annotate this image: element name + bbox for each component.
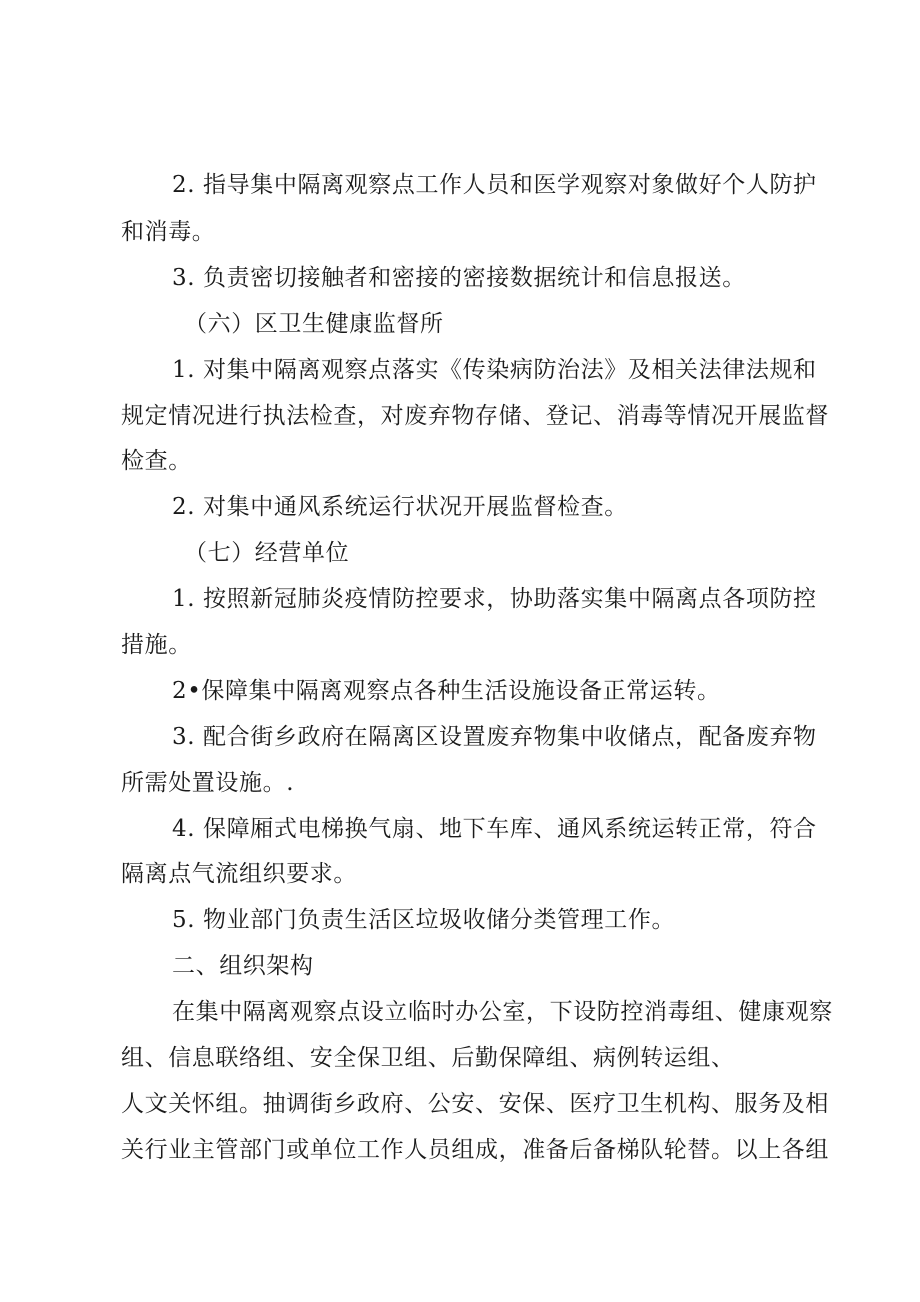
para-7-4-line-2: 隔离点气流组织要求。 [121,861,357,887]
section-heading-6: （六）区卫生健康监督所 [184,311,444,337]
para-7-2-line-1: 2•保障集中隔离观察点各种生活设施设备正常运转。 [172,678,721,704]
section-heading-7: （七）经营单位 [184,540,350,566]
section-heading-2: 二、组织架构 [172,953,314,979]
para-6-1-line-2: 规定情况进行执法检查，对废弃物存储、登记、消毒等情况开展监督 [121,403,829,429]
para-org-line-3: 人文关怀组。抽调街乡政府、公安、安保、医疗卫生机构、服务及相 [121,1091,829,1117]
para-6-2-line-1: 2. 对集中通风系统运行状况开展监督检查。 [172,494,628,520]
para-2-line-1: 2. 指导集中隔离观察点工作人员和医学观察对象做好个人防护 [172,172,817,198]
para-7-3-line-2: 所需处置设施。. [121,770,295,796]
para-6-1-line-3: 检查。 [121,448,192,474]
para-org-line-2: 组、信息联络组、安全保卫组、后勤保障组、病例转运组、 [121,1045,735,1071]
para-2-line-2: 和消毒。 [121,219,216,245]
para-7-4-line-1: 4. 保障厢式电梯换气扇、地下车库、通风系统运转正常，符合 [172,816,817,842]
para-7-1-line-1: 1. 按照新冠肺炎疫情防控要求，协助落实集中隔离点各项防控 [172,586,817,612]
para-6-1-line-1: 1. 对集中隔离观察点落实《传染病防治法》及相关法律法规和 [172,357,817,383]
para-7-1-line-2: 措施。 [121,632,192,658]
para-7-3-line-1: 3. 配合街乡政府在隔离区设置废弃物集中收储点，配备废弃物 [172,724,817,750]
para-org-line-1: 在集中隔离观察点设立临时办公室，下设防控消毒组、健康观察 [172,999,833,1025]
para-3-line-1: 3. 负责密切接触者和密接的密接数据统计和信息报送。 [172,265,746,291]
para-7-5-line-1: 5. 物业部门负责生活区垃圾收储分类管理工作。 [172,907,676,933]
para-org-line-4: 关行业主管部门或单位工作人员组成，准备后备梯队轮替。以上各组 [121,1137,829,1163]
